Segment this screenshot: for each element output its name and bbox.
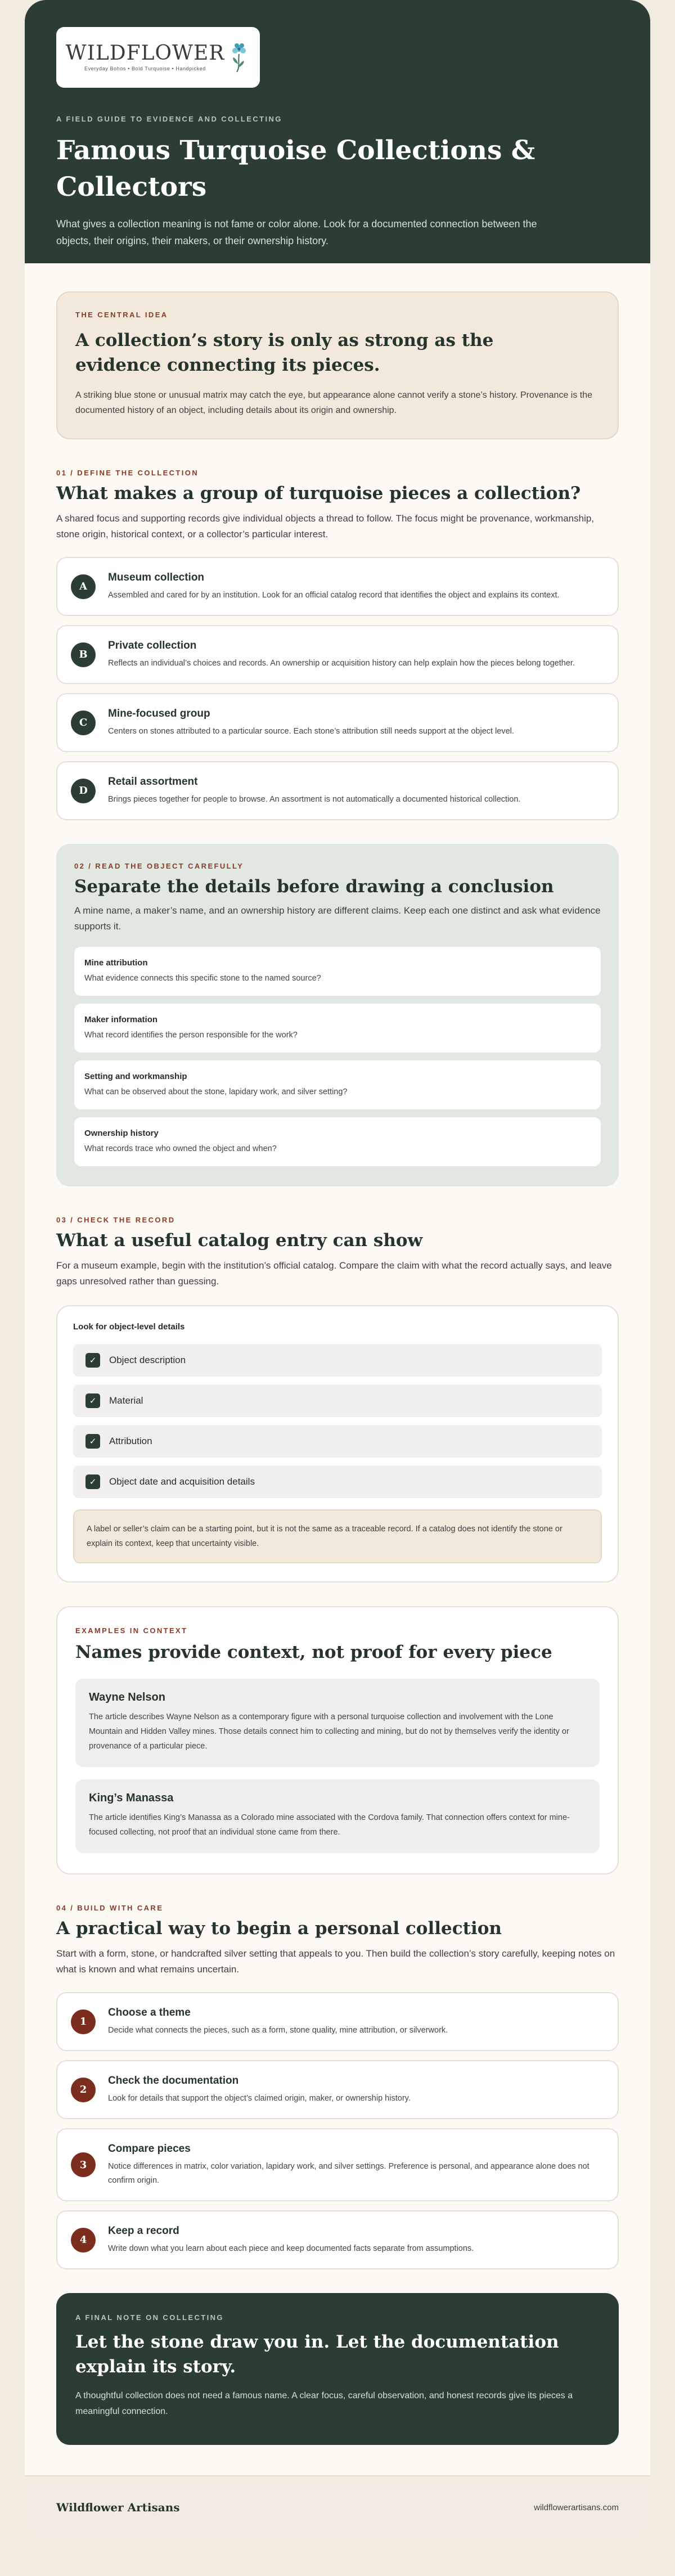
examples-section [56,1606,619,1874]
final-eyebrow: A FINAL NOTE ON COLLECTING [75,2313,224,2322]
step-number-badge: 3 [71,2152,96,2177]
final-note-section [56,2293,619,2445]
brand-logo[interactable] [56,27,260,88]
step-title: Check the documentation [108,2075,239,2087]
letter-badge: D [71,779,96,803]
card-title: Retail assortment [108,776,198,788]
read-intro: A mine name, a maker’s name, and an ownership history are different claims. Keep each one distinct and ask what evidence supports it. [74,905,601,932]
build-title: A practical way to begin a personal collection [56,1918,502,1939]
step-body: Write down what you learn about each piece and keep documented facts separate from assumptions. [108,2244,474,2253]
checkbox-checked-icon[interactable]: ✓ [86,1434,100,1449]
checklist-item[interactable] [73,1425,602,1458]
final-title: Let the stone draw you in. Let the documentation explain its story. [75,2332,559,2377]
question-title: Setting and workmanship [84,1072,187,1081]
question-card [74,1060,601,1109]
checklist-label: Object description [109,1355,186,1365]
step-card [56,2060,619,2119]
example-title: Wayne Nelson [89,1691,165,1703]
steps-list [56,1992,619,2269]
page-footer [25,2475,650,2538]
examples-title: Names provide context, not proof for every piece [75,1642,552,1662]
question-list [74,947,601,1166]
card-title: Private collection [108,640,197,651]
example-title: King’s Manassa [89,1792,174,1804]
letter-badge: C [71,711,96,735]
question-body: What record identifies the person responsible for the work? [84,1031,298,1040]
hero-lead: What gives a collection meaning is not fame or color alone. Look for a documented connection between the objects, their origins, their makers, or their ownership history. [56,218,537,246]
logo-tagline: Everyday Bohos • Bold Turquoise • Handpicked [84,66,206,71]
define-intro: A shared focus and supporting records give individual objects a thread to follow. The focus might be provenance, workmanship, stone origin, historical context, or a collector’s particular interest. [56,513,595,540]
final-body: A thoughtful collection does not need a famous name. A clear focus, careful observation, and honest records give its pieces a meaningful connection. [75,2391,573,2416]
step-card [56,2210,619,2269]
question-card [74,1004,601,1053]
card-title: Museum collection [108,572,205,583]
step-number-badge: 1 [71,2009,96,2034]
record-title: What a useful catalog entry can show [56,1230,423,1251]
build-intro: Start with a form, stone, or handcrafted silver setting that appeals to you. Then build the collection’s story carefully, keeping notes on what is known and what remains uncertain. [56,1948,615,1975]
checkbox-checked-icon[interactable]: ✓ [86,1353,100,1368]
step-card [56,1992,619,2051]
checklist [73,1344,602,1498]
checklist-label: Material [109,1395,143,1406]
question-body: What can be observed about the stone, lapidary work, and silver setting? [84,1087,348,1096]
card-body: Brings pieces together for people to browse. An assortment is not automatically a documented historical collection. [108,795,521,804]
card-body: Centers on stones attributed to a particular source. Each stone’s attribution still needs support at the object level. [108,727,514,736]
step-number-badge: 4 [71,2228,96,2253]
question-body: What records trace who owned the object and when? [84,1144,277,1153]
checklist-label: Attribution [109,1436,152,1446]
question-body: What evidence connects this specific stone to the named source? [84,974,321,983]
example-body: The article describes Wayne Nelson as a contemporary figure with a personal turquoise collection and involvement with the Lone Mountain and Hidden Valley mines. Those details connect him to collecting and mining, but do not by themselves verify the identity or provenance of a particular piece. [89,1712,569,1751]
letter-badge: A [71,574,96,599]
question-card [74,947,601,996]
step-title: Choose a theme [108,2007,191,2018]
central-title: A collection’s story is only as strong as the evidence connecting its pieces. [75,330,494,375]
checklist-item[interactable] [73,1344,602,1377]
step-body: Decide what connects the pieces, such as a form, stone quality, mine attribution, or silverwork. [108,2026,448,2035]
footer-brand: Wildflower Artisans [56,2501,180,2514]
question-title: Ownership history [84,1129,159,1138]
checklist-item[interactable] [73,1384,602,1417]
question-title: Maker information [84,1015,158,1024]
hero-eyebrow: A FIELD GUIDE TO EVIDENCE AND COLLECTING [56,115,282,123]
collection-type-card [56,625,619,684]
example-body: The article identifies King’s Manassa as a Colorado mine associated with the Cordova family. That connection offers context for mine-focused collecting, not proof that an individual stone came from there. [89,1813,570,1837]
footer-website-link[interactable]: wildflowerartisans.com [534,2502,619,2512]
logo-wordmark: WILDFLOWER [65,42,225,65]
checklist-title: Look for object-level details [73,1322,185,1332]
step-title: Compare pieces [108,2143,191,2155]
central-eyebrow: THE CENTRAL IDEA [75,311,168,319]
examples-eyebrow: EXAMPLES IN CONTEXT [75,1626,188,1635]
define-title: What makes a group of turquoise pieces a collection? [56,483,581,503]
question-card [74,1117,601,1166]
checklist-item[interactable] [73,1465,602,1498]
collection-type-list [56,557,619,820]
central-body: A striking blue stone or unusual matrix may catch the eye, but appearance alone cannot verify a stone’s history. Provenance is the documented history of an object, including details about its origin and ownership. [75,390,593,415]
card-title: Mine-focused group [108,708,210,720]
step-title: Keep a record [108,2225,179,2237]
read-eyebrow: 02 / READ THE OBJECT CAREFULLY [74,862,244,870]
card-body: Reflects an individual’s choices and records. An ownership or acquisition history can help explain how the pieces belong together. [108,659,575,668]
letter-badge: B [71,642,96,667]
collection-type-card [56,693,619,752]
page-title: Famous Turquoise Collections & Collectors [56,135,536,203]
checkbox-checked-icon[interactable]: ✓ [86,1474,100,1489]
read-title: Separate the details before drawing a conclusion [74,876,554,897]
central-idea-card [56,291,619,439]
hero-section [25,0,650,263]
step-body: Look for details that support the object’s claimed origin, maker, or ownership history. [108,2094,411,2103]
checkbox-checked-icon[interactable]: ✓ [86,1393,100,1408]
flower-icon [228,42,250,73]
collection-type-card [56,557,619,616]
define-eyebrow: 01 / DEFINE THE COLLECTION [56,469,199,477]
build-eyebrow: 04 / BUILD WITH CARE [56,1904,164,1912]
define-section [56,469,619,820]
page [25,0,650,2538]
record-intro: For a museum example, begin with the institution’s official catalog. Compare the claim with what the record actually says, and leave gaps unresolved rather than guessing. [56,1260,612,1287]
main-content [25,263,650,2445]
card-body: Assembled and cared for by an institution. Look for an official catalog record that identifies the object and explains its context. [108,591,560,600]
catalog-checklist-panel [56,1305,619,1583]
record-eyebrow: 03 / CHECK THE RECORD [56,1216,176,1224]
question-title: Mine attribution [84,958,148,968]
step-body: Notice differences in matrix, color variation, lapidary work, and silver settings. Preference is personal, and appearance alone does not confirm origin. [108,2162,590,2185]
checklist-label: Object date and acquisition details [109,1476,255,1487]
example-card [75,1779,600,1853]
read-object-section [56,844,619,1186]
collection-type-card [56,761,619,820]
example-card [75,1679,600,1767]
step-card [56,2128,619,2201]
build-section [56,1904,619,2269]
step-number-badge: 2 [71,2078,96,2102]
caution-note: A label or seller’s claim can be a starting point, but it is not the same as a traceable record. If a catalog does not identify the stone or explain its context, keep that uncertainty visible. [73,1509,602,1563]
example-list [75,1679,600,1853]
check-record-section [56,1216,619,1583]
